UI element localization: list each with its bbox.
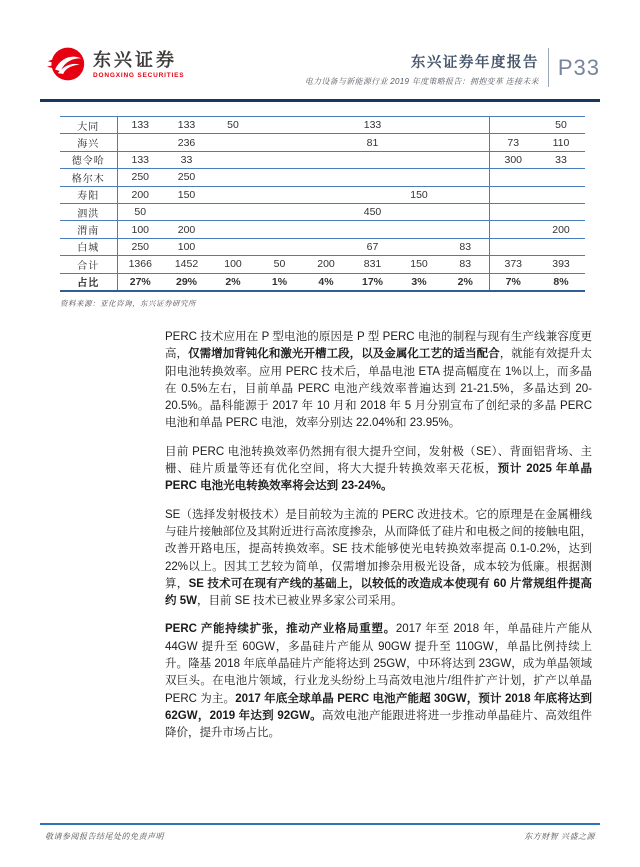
table-cell xyxy=(442,117,489,134)
table-cell: 2% xyxy=(210,273,256,291)
table-cell: 300 xyxy=(489,151,537,168)
table-cell: 2% xyxy=(442,273,489,291)
table-row xyxy=(60,221,585,238)
table-cell: 831 xyxy=(349,256,396,273)
dongxing-logo-icon xyxy=(46,44,86,84)
table-cell xyxy=(256,186,303,203)
text-run: 高效电池产能跟进将进一步推动单晶硅片、高效组件降价，提升市场占比。 xyxy=(165,709,593,740)
table-cell: 33 xyxy=(163,151,210,168)
table-cell: 1452 xyxy=(163,256,210,273)
text-run: ，就能有效提升太阳电池转换效率。应用 PERC 技术后，单晶电池 ETA 提高幅度在 1%以上，而多晶在 0.5%左右，目前单晶 PERC 电池产线效率普遍达到 21-21.5%，多晶达到 20-20.5%。晶科能源于 2017 年 10 月和 2018 年 5 月分别宣布了创纪录的多晶 PERC 电池和单晶 PERC 电池，效率分别达 22.04%和 23.95%。 xyxy=(165,348,593,430)
table-cell xyxy=(210,151,256,168)
table-cell: 1366 xyxy=(117,256,163,273)
table-cell xyxy=(256,117,303,134)
table-cell xyxy=(442,134,489,151)
table-cell xyxy=(256,221,303,238)
page-number: P33 xyxy=(557,54,600,80)
row-label: 德令哈 xyxy=(60,151,117,168)
body-paragraph xyxy=(165,329,592,433)
table-cell xyxy=(210,169,256,186)
table-cell: 17% xyxy=(349,273,396,291)
table-cell xyxy=(489,203,537,220)
row-label: 合计 xyxy=(60,256,117,273)
table-cell: 393 xyxy=(537,256,585,273)
table-cell xyxy=(117,134,163,151)
table-cell xyxy=(489,238,537,255)
table-cell xyxy=(349,221,396,238)
row-label: 渭南 xyxy=(60,221,117,238)
table-row xyxy=(60,134,585,151)
table-cell xyxy=(349,169,396,186)
table-cell: 83 xyxy=(442,256,489,273)
table-cell xyxy=(303,151,349,168)
table-cell: 200 xyxy=(537,221,585,238)
text-run: 目前 PERC 电池转换效率仍然拥有很大提升空间，发射极（SE）、背面铝背场、主栅、硅片质量等还有优化空间，将大大提升转换效率天花板， xyxy=(165,445,592,476)
table-cell xyxy=(489,169,537,186)
table-cell: 250 xyxy=(117,238,163,255)
table-cell: 7% xyxy=(489,273,537,291)
table-cell: 133 xyxy=(117,151,163,168)
table-cell xyxy=(537,238,585,255)
bold-text-run: SE 技术可在现有产线的基础上，以较低的改造成本使现有 60 片常规组件提高约 5W xyxy=(165,577,592,608)
table-cell xyxy=(489,221,537,238)
table-cell: 50 xyxy=(256,256,303,273)
table-cell: 1% xyxy=(256,273,303,291)
table-cell: 8% xyxy=(537,273,585,291)
table-cell xyxy=(210,221,256,238)
header-divider xyxy=(548,48,549,87)
table-cell xyxy=(349,186,396,203)
table-row xyxy=(60,273,585,291)
table-cell xyxy=(489,117,537,134)
table-cell xyxy=(396,134,442,151)
table-cell xyxy=(303,117,349,134)
table-cell: 236 xyxy=(163,134,210,151)
table-cell: 200 xyxy=(163,221,210,238)
table-cell: 50 xyxy=(117,203,163,220)
table-cell xyxy=(163,203,210,220)
table-cell xyxy=(256,238,303,255)
table-cell xyxy=(537,186,585,203)
capacity-table-section xyxy=(60,116,587,309)
table-cell xyxy=(396,203,442,220)
logo-en-text: DONGXING SECURITIES xyxy=(93,71,185,79)
footer-rule xyxy=(40,823,600,825)
table-cell: 133 xyxy=(117,117,163,134)
table-cell: 150 xyxy=(396,256,442,273)
table-cell: 3% xyxy=(396,273,442,291)
table-row xyxy=(60,203,585,220)
table-cell: 133 xyxy=(163,117,210,134)
table-cell xyxy=(396,169,442,186)
table-cell xyxy=(210,203,256,220)
table-cell xyxy=(303,221,349,238)
row-label: 泗洪 xyxy=(60,203,117,220)
row-label: 白城 xyxy=(60,238,117,255)
row-label: 海兴 xyxy=(60,134,117,151)
table-cell: 200 xyxy=(117,186,163,203)
text-run: PERC 技术应用在 P 型电池的原因是 P 型 PERC 电池的制程与现有生产线兼容度更高， xyxy=(165,331,592,361)
bold-text-run: 预计 2025 年单晶 PERC 电池光电转换效率将会达到 23-24%。 xyxy=(165,463,592,493)
table-cell: 450 xyxy=(349,203,396,220)
body-paragraph xyxy=(165,621,592,742)
table-cell: 4% xyxy=(303,273,349,291)
table-row xyxy=(60,169,585,186)
table-cell xyxy=(442,169,489,186)
bold-text-run: 2017 年底全球单晶 PERC 电池产能超 30GW，预计 2018 年底将达到 62GW，2019 年达到 92GW。 xyxy=(165,692,592,722)
table-cell: 50 xyxy=(537,117,585,134)
table-cell xyxy=(396,221,442,238)
page-footer xyxy=(45,831,595,842)
table-cell xyxy=(442,203,489,220)
table-cell: 73 xyxy=(489,134,537,151)
table-cell xyxy=(537,169,585,186)
table-cell xyxy=(303,238,349,255)
table-cell: 250 xyxy=(117,169,163,186)
row-label: 格尔木 xyxy=(60,169,117,186)
report-type-title: 东兴证券年度报告 xyxy=(410,55,539,71)
text-run: 2017 年至 2018 年，单晶硅片产能从 44GW 提升至 60GW，多晶硅片产能从 90GW 提升至 110GW，单晶比例持续上升。隆基 2018 年底单晶硅片产能将达到 25GW，中环将达到 23GW，成为单晶领域双巨头。在电池片领域，行业龙头纷纷上马高效电池片/组件扩产计划，扩产以单晶 PERC 为主。 xyxy=(165,623,593,705)
table-cell xyxy=(442,151,489,168)
table-row xyxy=(60,186,585,203)
table-cell xyxy=(210,134,256,151)
table-cell xyxy=(396,117,442,134)
table-cell xyxy=(396,238,442,255)
body-paragraph xyxy=(165,444,592,496)
table-cell xyxy=(489,186,537,203)
page-header xyxy=(46,44,600,87)
table-source-note: 资料来源：亚化咨询，东兴证券研究所 xyxy=(60,298,196,308)
text-run: ，目前 SE 技术已被业界多家公司采用。 xyxy=(196,595,403,608)
table-cell xyxy=(303,169,349,186)
brand-logo xyxy=(46,44,184,84)
table-cell xyxy=(537,203,585,220)
row-label: 寿阳 xyxy=(60,186,117,203)
report-subtitle: 电力设备与新能源行业 2019 年度策略报告：拥抱变革 连接未来 xyxy=(304,77,539,86)
table-cell xyxy=(256,203,303,220)
header-right xyxy=(305,48,600,87)
logo-cn-text: 东兴证券 xyxy=(93,49,177,70)
table-cell: 67 xyxy=(349,238,396,255)
table-cell: 100 xyxy=(210,256,256,273)
table-cell: 200 xyxy=(303,256,349,273)
table-cell: 373 xyxy=(489,256,537,273)
table-cell xyxy=(442,221,489,238)
table-cell: 83 xyxy=(442,238,489,255)
row-label: 大同 xyxy=(60,117,117,134)
row-label: 占比 xyxy=(60,273,117,291)
table-cell: 250 xyxy=(163,169,210,186)
capacity-table xyxy=(60,116,585,292)
table-cell: 100 xyxy=(117,221,163,238)
bold-text-run: PERC 产能持续扩张，推动产业格局重塑。 xyxy=(165,623,396,636)
table-row xyxy=(60,256,585,273)
table-cell: 50 xyxy=(210,117,256,134)
table-cell xyxy=(396,151,442,168)
table-cell xyxy=(442,186,489,203)
table-cell: 27% xyxy=(117,273,163,291)
table-cell xyxy=(256,169,303,186)
table-cell: 81 xyxy=(349,134,396,151)
table-cell: 100 xyxy=(163,238,210,255)
table-row xyxy=(60,151,585,168)
table-cell: 29% xyxy=(163,273,210,291)
table-cell: 133 xyxy=(349,117,396,134)
table-cell xyxy=(210,186,256,203)
header-rule xyxy=(40,99,600,102)
body-paragraph xyxy=(165,507,592,611)
table-cell: 150 xyxy=(396,186,442,203)
table-cell: 150 xyxy=(163,186,210,203)
table-cell: 33 xyxy=(537,151,585,168)
table-cell xyxy=(303,203,349,220)
table-row xyxy=(60,238,585,255)
bold-text-run: 仅需增加背钝化和激光开槽工段，以及金属化工艺的适当配合 xyxy=(188,348,500,361)
table-cell xyxy=(256,134,303,151)
table-cell xyxy=(256,151,303,168)
footer-slogan: 东方财智 兴盛之源 xyxy=(524,832,595,841)
table-row xyxy=(60,117,585,134)
text-run: SE（选择发射极技术）是目前较为主流的 PERC 改进技术。它的原理是在金属栅线与硅片接触部位及其附近进行高浓度掺杂，从而降低了硅片和电极之间的接触电阻，改善开路电压，提高转换效率。SE 技术能够使光电转换效率提高 0.1-0.2%，达到 22%以上。因其工艺较为简单，仅需增加掺杂用极光设备，成本较为低廉。根据测算， xyxy=(165,508,592,590)
report-body xyxy=(165,329,592,754)
table-cell xyxy=(210,238,256,255)
table-cell xyxy=(303,134,349,151)
table-cell xyxy=(303,186,349,203)
table-cell: 110 xyxy=(537,134,585,151)
table-cell xyxy=(349,151,396,168)
footer-disclaimer: 敬请参阅报告结尾处的免责声明 xyxy=(45,832,164,841)
